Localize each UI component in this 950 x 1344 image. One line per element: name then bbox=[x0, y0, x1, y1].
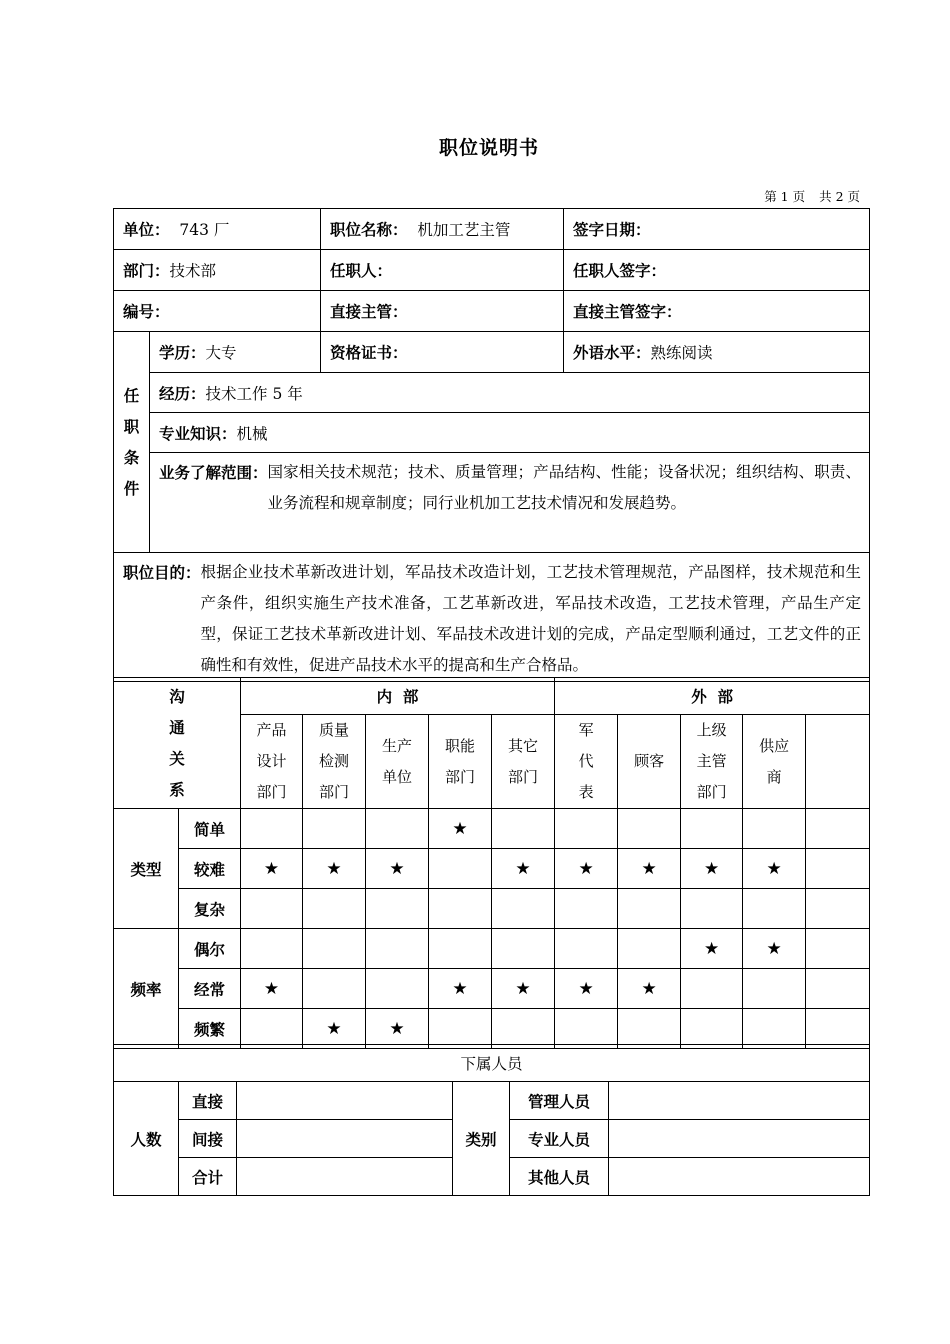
star-mark: ★ bbox=[681, 849, 743, 889]
row-label: 较难 bbox=[179, 849, 241, 889]
empty-cell bbox=[806, 969, 870, 1009]
subordinates-table bbox=[113, 1044, 870, 1196]
business-scope-label: 业务了解范围： bbox=[159, 463, 268, 482]
empty-cell bbox=[618, 929, 681, 969]
count-label: 人数 bbox=[114, 1082, 179, 1196]
row-label: 经常 bbox=[179, 969, 241, 1009]
empty-cell bbox=[241, 929, 303, 969]
empty-cell bbox=[806, 849, 870, 889]
purpose-label: 职位目的： bbox=[123, 563, 201, 582]
empty-cell bbox=[618, 1009, 681, 1049]
knowledge-label: 专业知识： bbox=[159, 423, 237, 443]
empty-cell bbox=[743, 969, 806, 1009]
supervisor-sign-cell bbox=[564, 291, 870, 332]
star-mark: ★ bbox=[555, 969, 618, 1009]
row-label: 偶尔 bbox=[179, 929, 241, 969]
contact-column-header: 职能 部门 bbox=[429, 715, 492, 809]
empty-cell bbox=[303, 969, 366, 1009]
empty-cell bbox=[429, 1009, 492, 1049]
star-mark: ★ bbox=[303, 1009, 366, 1049]
certificate-cell bbox=[321, 332, 564, 373]
star-mark: ★ bbox=[743, 849, 806, 889]
empty-cell bbox=[241, 809, 303, 849]
table-row bbox=[114, 809, 870, 849]
position-value: 机加工艺主管 bbox=[417, 221, 511, 239]
group-label: 类型 bbox=[114, 809, 179, 929]
count-row-total: 合计 bbox=[179, 1158, 237, 1196]
contact-column-header: 顾客 bbox=[618, 715, 681, 809]
empty-cell bbox=[303, 889, 366, 929]
purpose-cell bbox=[114, 553, 870, 682]
star-mark: ★ bbox=[492, 849, 555, 889]
empty-cell bbox=[806, 889, 870, 929]
dept-value: 技术部 bbox=[169, 262, 217, 280]
star-mark: ★ bbox=[366, 849, 429, 889]
education-cell bbox=[150, 332, 321, 373]
empty-cell bbox=[681, 1009, 743, 1049]
holder-cell bbox=[321, 250, 564, 291]
empty-cell bbox=[303, 809, 366, 849]
star-mark: ★ bbox=[555, 849, 618, 889]
empty-cell bbox=[241, 1009, 303, 1049]
business-scope-text: 国家相关技术规范；技术、质量管理；产品结构、性能；设备状况；组织结构、职责、业务流程和规章制度；同行业机加工艺技术情况和发展趋势。 bbox=[267, 463, 862, 512]
table-row bbox=[114, 849, 870, 889]
empty-cell bbox=[743, 889, 806, 929]
page-label: 第 1 页 bbox=[764, 189, 806, 204]
table-row bbox=[114, 929, 870, 969]
purpose-text: 根据企业技术革新改进计划，军品技术改造计划，工艺技术管理规范，产品图样，技术规范和生产条件，组织实施生产技术准备，工艺革新改进，军品技术改造，工艺技术管理，产品生产定型，保证工艺技术革新改进计划、军品技术改进计划的完成，产品定型顺利通过，工艺文件的正确性和有效性，促进产品技术水平的提高和生产合格品。 bbox=[200, 563, 862, 674]
star-mark: ★ bbox=[492, 969, 555, 1009]
language-value: 熟练阅读 bbox=[650, 344, 713, 362]
category-value-management bbox=[609, 1082, 870, 1120]
unit-value: 743 厂 bbox=[179, 221, 230, 239]
supervisor-cell bbox=[321, 291, 564, 332]
external-header: 外 部 bbox=[555, 678, 870, 715]
knowledge-value: 机械 bbox=[236, 424, 268, 443]
row-label: 复杂 bbox=[179, 889, 241, 929]
contact-column-header: 军 代 表 bbox=[555, 715, 618, 809]
empty-cell bbox=[681, 809, 743, 849]
education-value: 大专 bbox=[205, 344, 237, 362]
star-mark: ★ bbox=[429, 809, 492, 849]
table-row bbox=[114, 1009, 870, 1049]
empty-cell bbox=[806, 929, 870, 969]
table-row bbox=[114, 969, 870, 1009]
empty-cell bbox=[555, 889, 618, 929]
experience-cell bbox=[150, 373, 870, 413]
star-mark: ★ bbox=[681, 929, 743, 969]
empty-cell bbox=[806, 1009, 870, 1049]
code-label: 编号： bbox=[123, 302, 170, 321]
category-row-management: 管理人员 bbox=[510, 1082, 609, 1120]
page-number bbox=[620, 187, 860, 205]
empty-cell bbox=[555, 1009, 618, 1049]
star-mark: ★ bbox=[366, 1009, 429, 1049]
contact-column-header bbox=[806, 715, 870, 809]
sign-date-label: 签字日期： bbox=[573, 220, 651, 239]
empty-cell bbox=[429, 929, 492, 969]
sign-date-cell bbox=[564, 209, 870, 250]
star-mark: ★ bbox=[303, 849, 366, 889]
empty-cell bbox=[492, 809, 555, 849]
experience-label: 经历： bbox=[159, 383, 206, 403]
count-row-indirect: 间接 bbox=[179, 1120, 237, 1158]
empty-cell bbox=[429, 849, 492, 889]
holder-sign-label: 任职人签字： bbox=[573, 261, 667, 280]
row-label: 频繁 bbox=[179, 1009, 241, 1049]
info-table bbox=[113, 208, 870, 682]
count-value-indirect bbox=[237, 1120, 453, 1158]
supervisor-sign-label: 直接主管签字： bbox=[573, 302, 682, 321]
count-value-total bbox=[237, 1158, 453, 1196]
empty-cell bbox=[743, 1009, 806, 1049]
empty-cell bbox=[492, 929, 555, 969]
contact-column-header: 生产 单位 bbox=[366, 715, 429, 809]
empty-cell bbox=[681, 889, 743, 929]
star-mark: ★ bbox=[241, 969, 303, 1009]
row-label: 简单 bbox=[179, 809, 241, 849]
contact-column-header: 供应 商 bbox=[743, 715, 806, 809]
empty-cell bbox=[743, 809, 806, 849]
dept-cell bbox=[114, 250, 321, 291]
total-pages-label: 共 2 页 bbox=[819, 189, 860, 204]
category-label: 类别 bbox=[453, 1082, 510, 1196]
star-mark: ★ bbox=[743, 929, 806, 969]
category-value-professional bbox=[609, 1120, 870, 1158]
unit-cell bbox=[114, 209, 321, 250]
contact-column-header: 产品 设计 部门 bbox=[241, 715, 303, 809]
group-label: 频率 bbox=[114, 929, 179, 1049]
education-label: 学历： bbox=[159, 343, 206, 362]
category-row-professional: 专业人员 bbox=[510, 1120, 609, 1158]
table-row bbox=[114, 889, 870, 929]
knowledge-cell bbox=[150, 413, 870, 453]
empty-cell bbox=[492, 889, 555, 929]
dept-label: 部门： bbox=[123, 261, 170, 280]
language-cell bbox=[564, 332, 870, 373]
empty-cell bbox=[555, 929, 618, 969]
language-label: 外语水平： bbox=[573, 343, 651, 362]
empty-cell bbox=[366, 969, 429, 1009]
empty-cell bbox=[618, 889, 681, 929]
empty-cell bbox=[681, 969, 743, 1009]
code-cell bbox=[114, 291, 321, 332]
empty-cell bbox=[366, 809, 429, 849]
star-mark: ★ bbox=[618, 849, 681, 889]
contact-column-header: 上级 主管 部门 bbox=[681, 715, 743, 809]
count-row-direct: 直接 bbox=[179, 1082, 237, 1120]
internal-header: 内 部 bbox=[241, 678, 555, 715]
subordinates-header: 下属人员 bbox=[114, 1045, 870, 1082]
count-value-direct bbox=[237, 1082, 453, 1120]
certificate-label: 资格证书： bbox=[330, 343, 408, 362]
star-mark: ★ bbox=[241, 849, 303, 889]
document-title: 职位说明书 bbox=[438, 137, 539, 159]
empty-cell bbox=[429, 889, 492, 929]
star-mark: ★ bbox=[429, 969, 492, 1009]
empty-cell bbox=[241, 889, 303, 929]
star-mark: ★ bbox=[618, 969, 681, 1009]
empty-cell bbox=[806, 809, 870, 849]
holder-label: 任职人： bbox=[330, 261, 393, 280]
communication-section-label: 沟 通 关 系 bbox=[114, 678, 241, 809]
category-row-other: 其他人员 bbox=[510, 1158, 609, 1196]
contact-column-header: 其它 部门 bbox=[492, 715, 555, 809]
business-scope-cell bbox=[150, 453, 870, 553]
empty-cell bbox=[303, 929, 366, 969]
qualifications-section-label: 任 职 条 件 bbox=[114, 332, 150, 553]
position-cell bbox=[321, 209, 564, 250]
unit-label: 单位： bbox=[123, 220, 170, 239]
experience-value: 技术工作 5 年 bbox=[205, 384, 303, 403]
category-value-other bbox=[609, 1158, 870, 1196]
position-label: 职位名称： bbox=[330, 220, 408, 239]
holder-sign-cell bbox=[564, 250, 870, 291]
contact-column-header: 质量 检测 部门 bbox=[303, 715, 366, 809]
empty-cell bbox=[555, 809, 618, 849]
empty-cell bbox=[366, 929, 429, 969]
empty-cell bbox=[492, 1009, 555, 1049]
empty-cell bbox=[618, 809, 681, 849]
empty-cell bbox=[366, 889, 429, 929]
communication-table bbox=[113, 677, 870, 1049]
supervisor-label: 直接主管： bbox=[330, 302, 408, 321]
